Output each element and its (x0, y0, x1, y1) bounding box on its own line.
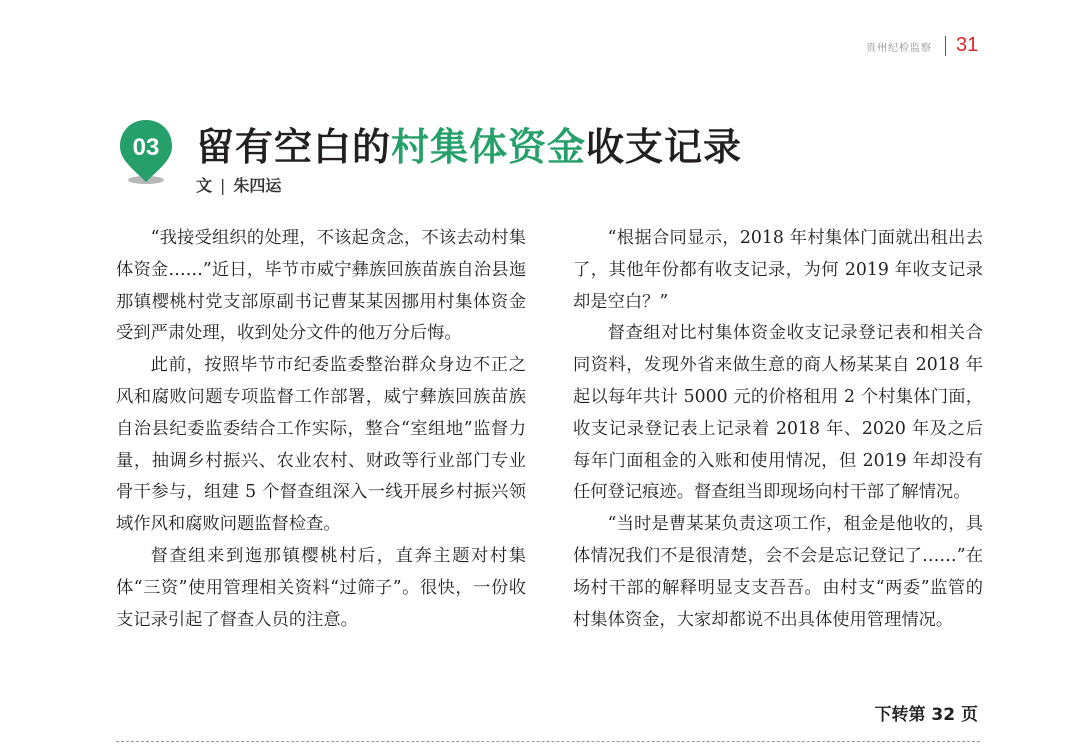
paragraph: 督查组对比村集体资金收支记录登记表和相关合同资料，发现外省来做生意的商人杨某某自 2018 年起以每年共计 5000 元的价格租用 2 个村集体门面，收支记录登记表上记录着 2018 年、2020 年及之后每年门面租金的入账和使用情况，但 2019 年却没有任何登记痕迹。督查组当即现场向村干部了解情况。 (573, 323, 983, 503)
article-column-left (116, 223, 526, 636)
continued-note: 下转第 32 页 (874, 705, 978, 725)
title-highlight: 村集体资金 (391, 125, 587, 169)
byline-label: 文 (196, 176, 213, 195)
bottom-dashed-rule (116, 741, 980, 742)
paragraph: 督查组来到迤那镇樱桃村后，直奔主题对村集体“三资”使用管理相关资料“过筛子”。很快，一份收支记录引起了督查人员的注意。 (116, 545, 526, 630)
paragraph: 此前，按照毕节市纪委监委整治群众身边不正之风和腐败问题专项监督工作部署，威宁彝族回族苗族自治县纪委监委结合工作实际，整合“室组地”监督力量，抽调乡村振兴、农业农村、财政等行业部门专业骨干参与，组建 5 个督查组深入一线开展乡村振兴领域作风和腐败问题监督检查。 (116, 355, 526, 535)
magazine-name: 贵州纪检监察 (866, 43, 932, 54)
paragraph: “当时是曹某某负责这项工作，租金是他收的，具体情况我们不是很清楚，会不会是忘记登记了……”在场村干部的解释明显支支吾吾。由村支“两委”监管的村集体资金，大家却都说不出具体使用管理情况。 (573, 514, 983, 630)
article-title (196, 116, 742, 171)
section-badge (118, 118, 174, 190)
byline: 文 | 朱四运 (196, 176, 282, 195)
page-number: 31 (956, 34, 979, 56)
section-number: 03 (132, 134, 160, 161)
paragraph: “根据合同显示，2018 年村集体门面就出租出去了，其他年份都有收支记录，为何 2019 年收支记录却是空白？” (573, 228, 983, 312)
title-part-1: 留有空白的 (196, 125, 392, 169)
header-divider (945, 36, 946, 56)
title-part-2: 收支记录 (586, 125, 743, 169)
article-column-right (573, 223, 983, 636)
paragraph: “我接受组织的处理，不该起贪念，不该去动村集体资金……”近日，毕节市威宁彝族回族苗族自治县迤那镇樱桃村党支部原副书记曹某某因挪用村集体资金受到严肃处理，收到处分文件的他万分后悔。 (116, 228, 526, 344)
byline-author: 朱四运 (233, 176, 282, 195)
